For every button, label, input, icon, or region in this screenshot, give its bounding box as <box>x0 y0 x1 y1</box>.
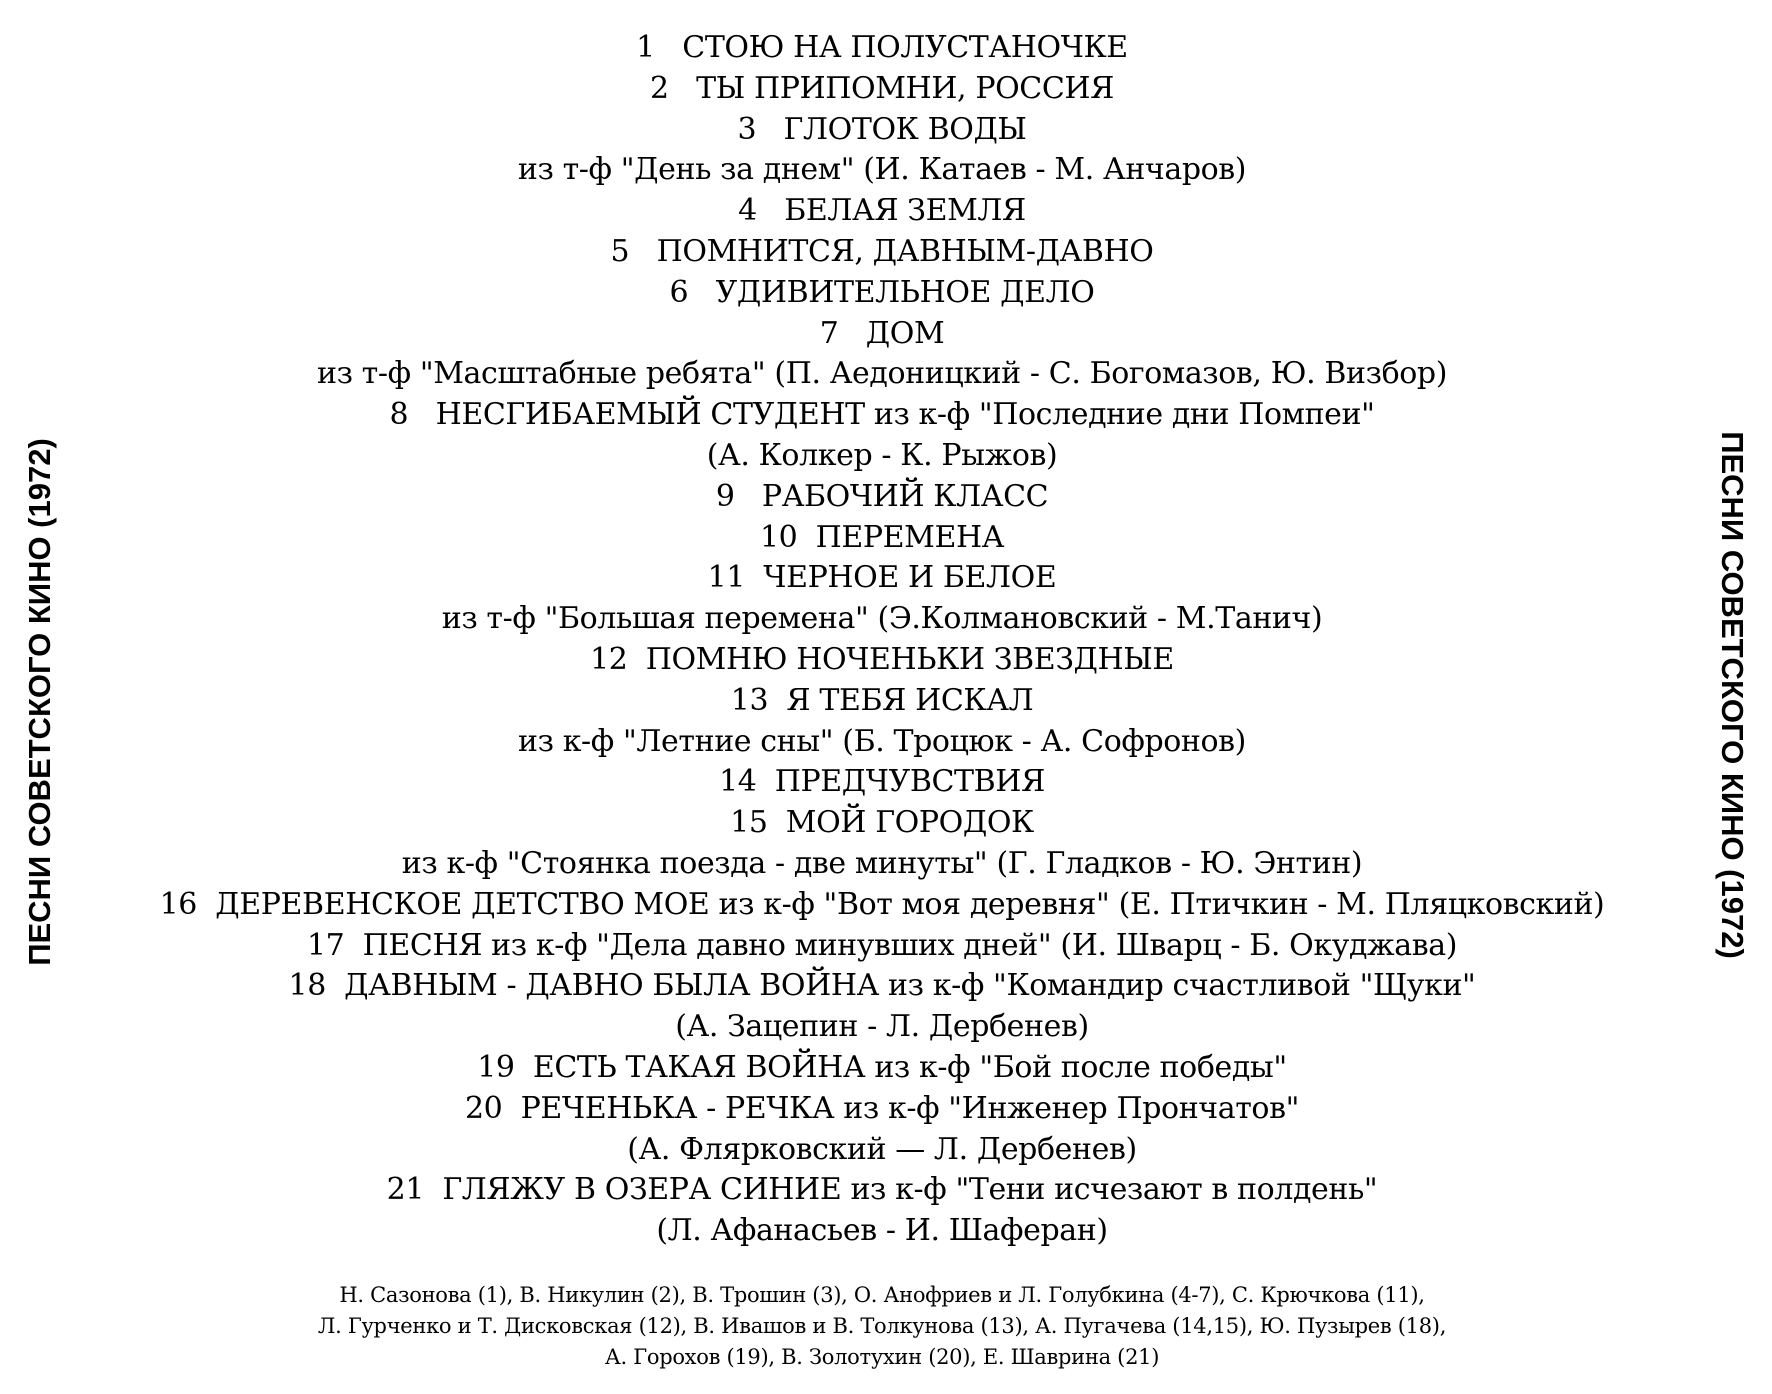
tracklist-line: 10 ПЕРЕМЕНА <box>759 519 1005 555</box>
tracklist-line: (А. Зацепин - Л. Дербенев) <box>675 1009 1089 1045</box>
tracklist <box>140 28 1624 1252</box>
tracklist-line: 5 ПОМНИТСЯ, ДАВНЫМ-ДАВНО <box>610 233 1154 269</box>
tracklist-line: 12 ПОМНЮ НОЧЕНЬКИ ЗВЕЗДНЫЕ <box>590 641 1174 677</box>
tracklist-line: (А. Колкер - К. Рыжов) <box>706 437 1058 473</box>
tracklist-line: из т-ф "День за днем" (И. Катаев - М. Анчаров) <box>517 152 1247 188</box>
tracklist-line: 3 ГЛОТОК ВОДЫ <box>737 111 1027 147</box>
tracklist-line: из т-ф "Большая перемена" (Э.Колмановский - М.Танич) <box>441 601 1323 637</box>
tracklist-line: 2 ТЫ ПРИПОМНИ, РОССИЯ <box>649 70 1115 106</box>
tracklist-line: 21 ГЛЯЖУ В ОЗЕРА СИНИЕ из к-ф "Тени исчезают в полдень" <box>386 1172 1378 1208</box>
tracklist-line: 11 ЧЕРНОЕ И БЕЛОЕ <box>707 560 1057 596</box>
tracklist-line: 14 ПРЕДЧУВСТВИЯ <box>719 764 1045 800</box>
tracklist-line: (Л. Афанасьев - И. Шаферан) <box>656 1213 1108 1249</box>
tracklist-line: 16 ДЕРЕВЕНСКОЕ ДЕТСТВО МОЕ из к-ф "Вот моя деревня" (Е. Птичкин - М. Пляцковский) <box>159 886 1605 922</box>
tracklist-line: 7 ДОМ <box>819 315 945 351</box>
tracklist-line: 19 ЕСТЬ ТАКАЯ ВОЙНА из к-ф "Бой после победы" <box>477 1049 1287 1085</box>
tracklist-line: из к-ф "Стоянка поезда - две минуты" (Г. Гладков - Ю. Энтин) <box>401 845 1363 881</box>
tracklist-line: 9 РАБОЧИЙ КЛАСС <box>715 478 1049 514</box>
performers-line: Л. Гурченко и Т. Дисковская (12), В. Ивашов и В. Толкунова (13), А. Пугачева (14,15), Ю. Пузырев (18), <box>317 1314 1447 1338</box>
spine-title-left: ПЕСНИ СОВЕТСКОГО КИНО (1972) <box>22 438 57 966</box>
tracklist-line: 4 БЕЛАЯ ЗЕМЛЯ <box>738 193 1026 229</box>
tracklist-line: (А. Флярковский — Л. Дербенев) <box>627 1131 1137 1167</box>
tracklist-line: 20 РЕЧЕНЬКА - РЕЧКА из к-ф "Инженер Прончатов" <box>465 1090 1299 1126</box>
tracklist-line: из т-ф "Масштабные ребята" (П. Аедоницкий - С. Богомазов, Ю. Визбор) <box>316 356 1447 392</box>
tracklist-line: 15 МОЙ ГОРОДОК <box>730 805 1034 841</box>
spine-title-right: ПЕСНИ СОВЕТСКОГО КИНО (1972) <box>1715 431 1750 959</box>
tracklist-line: 1 СТОЮ НА ПОЛУСТАНОЧКЕ <box>636 30 1128 65</box>
performers-credits <box>140 1280 1624 1373</box>
tracklist-line: 8 НЕСГИБАЕМЫЙ СТУДЕНТ из к-ф "Последние дни Помпеи" <box>389 397 1375 433</box>
tracklist-line: из к-ф "Летние сны" (Б. Троцюк - А. Софронов) <box>518 723 1246 759</box>
performers-line: А. Горохов (19), В. Золотухин (20), Е. Шаврина (21) <box>604 1345 1160 1369</box>
performers-line: Н. Сазонова (1), В. Никулин (2), В. Трошин (3), О. Анофриев и Л. Голубкина (4-7), С. Крючкова (11), <box>339 1283 1425 1307</box>
tracklist-line: 13 Я ТЕБЯ ИСКАЛ <box>730 682 1034 718</box>
tracklist-line: 17 ПЕСНЯ из к-ф "Дела давно минувших дней" (И. Шварц - Б. Окуджава) <box>306 927 1457 963</box>
tracklist-line: 18 ДАВНЫМ - ДАВНО БЫЛА ВОЙНА из к-ф "Командир счастливой "Щуки" <box>288 968 1476 1004</box>
tracklist-line: 6 УДИВИТЕЛЬНОЕ ДЕЛО <box>669 274 1095 310</box>
